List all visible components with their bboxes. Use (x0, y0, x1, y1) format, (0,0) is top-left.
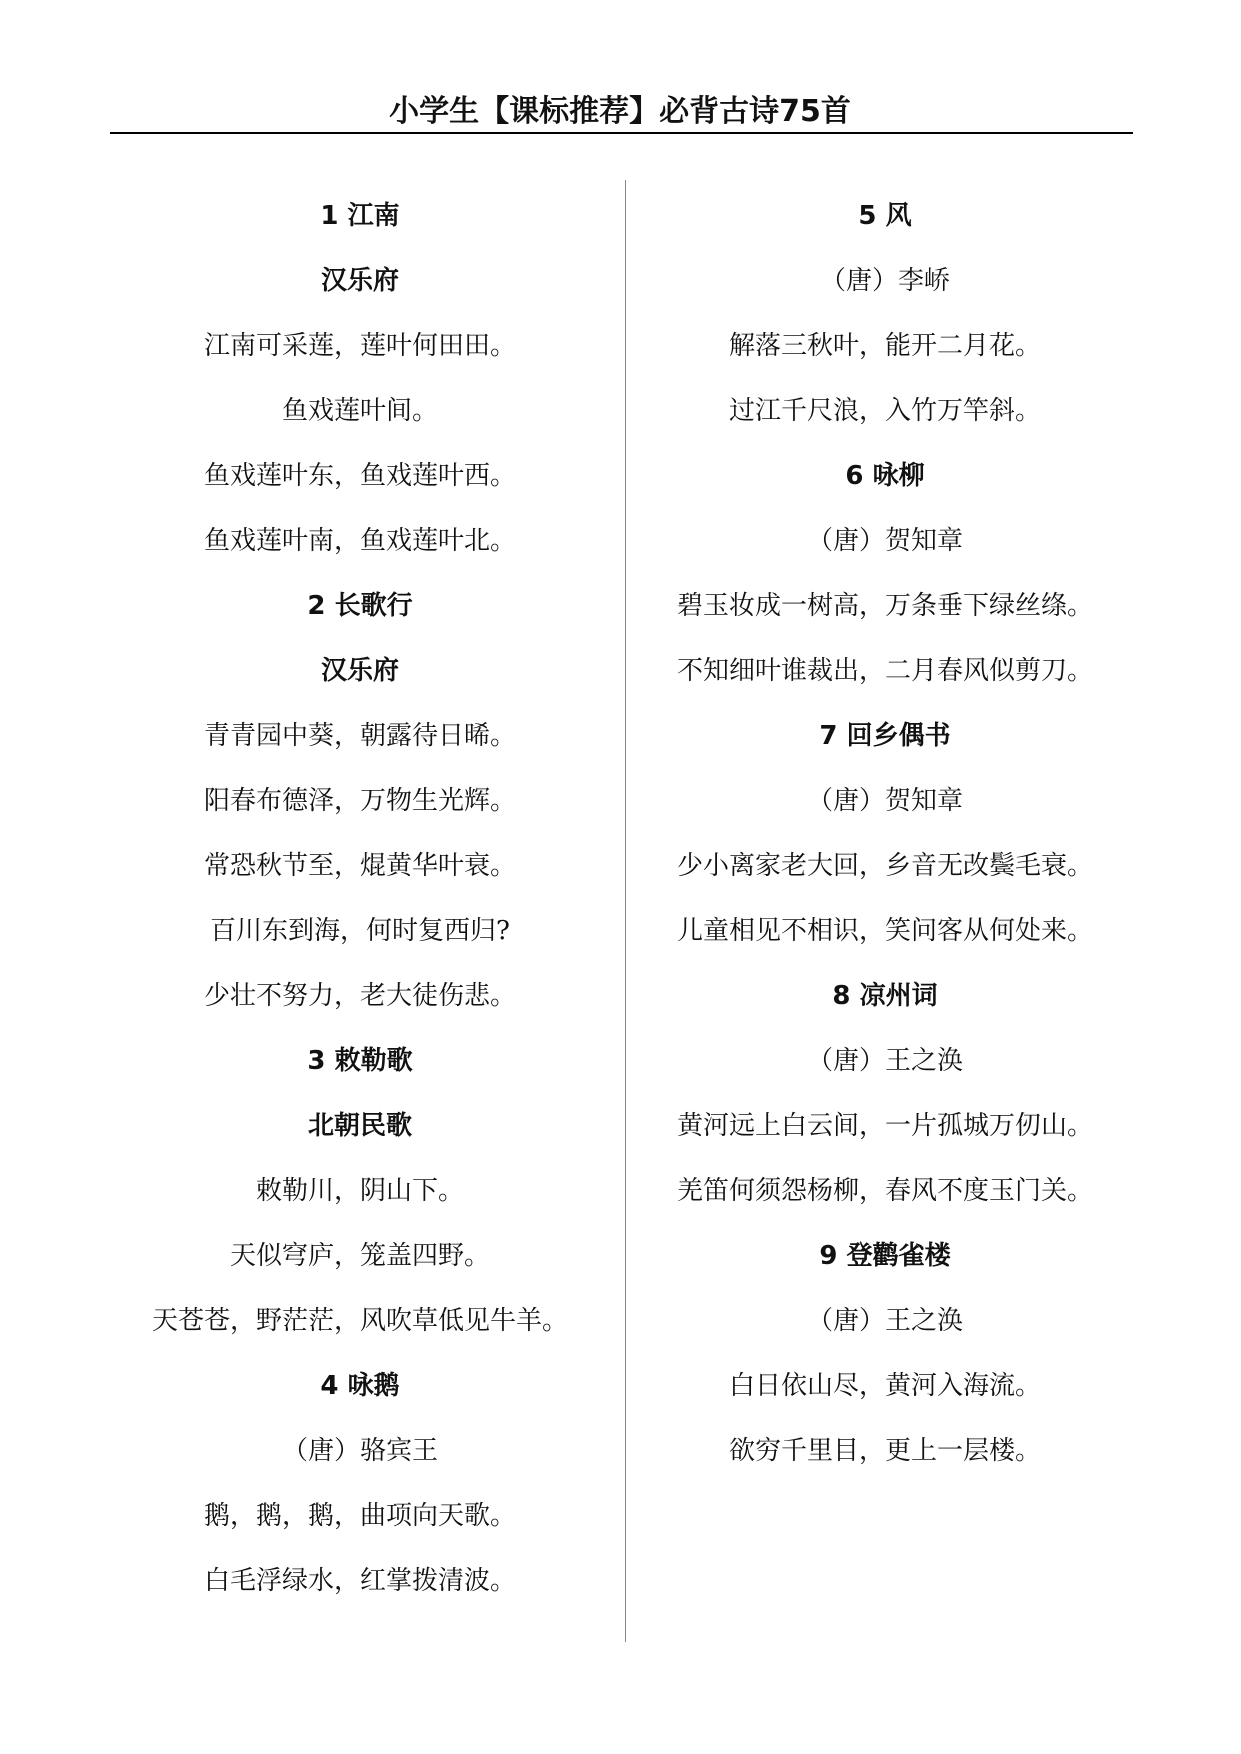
poem-block (625, 450, 1145, 710)
poem-line: 碧玉妆成一树高，万条垂下绿丝绦。 (676, 591, 1093, 621)
poem-author: （唐）贺知章 (806, 786, 963, 816)
poem-line: 江南可采莲，莲叶何田田。 (203, 331, 516, 361)
poem-title: 5 风 (858, 201, 912, 231)
poem-author: （唐）王之涣 (806, 1306, 963, 1336)
poem-author: 北朝民歌 (307, 1111, 412, 1141)
poem-title: 4 咏鹅 (320, 1371, 400, 1401)
poem-title: 9 登鹳雀楼 (819, 1241, 951, 1271)
poem-line: 鱼戏莲叶间。 (281, 396, 438, 426)
poem-author: （唐）贺知章 (806, 526, 963, 556)
poem-author: 汉乐府 (320, 266, 399, 296)
poem-line: 白毛浮绿水，红掌拨清波。 (203, 1566, 516, 1596)
poem-line: 鱼戏莲叶东，鱼戏莲叶西。 (203, 461, 516, 491)
poem-line: 青青园中葵，朝露待日晞。 (203, 721, 516, 751)
poem-title: 7 回乡偶书 (819, 721, 951, 751)
poem-line: 敕勒川，阴山下。 (255, 1176, 464, 1206)
poem-block (100, 1035, 620, 1360)
poem-title: 8 凉州词 (832, 981, 938, 1011)
poem-line: 白日依山尽，黄河入海流。 (728, 1371, 1041, 1401)
poem-line: 不知细叶谁裁出，二月春风似剪刀。 (676, 656, 1093, 686)
poem-line: 常恐秋节至，焜黄华叶衰。 (203, 851, 516, 881)
poem-line: 黄河远上白云间，一片孤城万仞山。 (676, 1111, 1093, 1141)
poem-author: （唐）李峤 (819, 266, 950, 296)
title-underline (110, 132, 1133, 134)
poem-author: 汉乐府 (320, 656, 399, 686)
poem-line: 羌笛何须怨杨柳，春风不度玉门关。 (676, 1176, 1093, 1206)
left-column (100, 190, 620, 1620)
poem-block (625, 970, 1145, 1230)
poem-block (100, 1360, 620, 1620)
poem-line: 鹅，鹅，鹅，曲项向天歌。 (203, 1501, 516, 1531)
poem-line: 百川东到海，何时复西归? (210, 916, 510, 946)
poem-block (100, 190, 620, 580)
poem-title: 2 长歌行 (307, 591, 413, 621)
poem-block (625, 710, 1145, 970)
poem-line: 天苍苍，野茫茫，风吹草低见牛羊。 (151, 1306, 568, 1336)
poem-line: 儿童相见不相识，笑问客从何处来。 (676, 916, 1093, 946)
right-column (625, 190, 1145, 1490)
poem-block (100, 580, 620, 1035)
poem-title: 6 咏柳 (845, 461, 925, 491)
poem-line: 天似穹庐，笼盖四野。 (229, 1241, 490, 1271)
poem-author: （唐）骆宾王 (281, 1436, 438, 1466)
poem-line: 欲穷千里目，更上一层楼。 (728, 1436, 1041, 1466)
poem-line: 过江千尺浪，入竹万竿斜。 (728, 396, 1041, 426)
poem-line: 解落三秋叶，能开二月花。 (728, 331, 1041, 361)
poem-line: 鱼戏莲叶南，鱼戏莲叶北。 (203, 526, 516, 556)
poem-line: 少壮不努力，老大徒伤悲。 (203, 981, 516, 1011)
poem-title: 1 江南 (320, 201, 400, 231)
page-title: 小学生【课标推荐】必背古诗75首 (389, 94, 851, 129)
poem-line: 阳春布德泽，万物生光辉。 (203, 786, 516, 816)
poem-author: （唐）王之涣 (806, 1046, 963, 1076)
poem-line: 少小离家老大回，乡音无改鬓毛衰。 (676, 851, 1093, 881)
poem-title: 3 敕勒歌 (307, 1046, 413, 1076)
poem-block (625, 1230, 1145, 1490)
poem-block (625, 190, 1145, 450)
